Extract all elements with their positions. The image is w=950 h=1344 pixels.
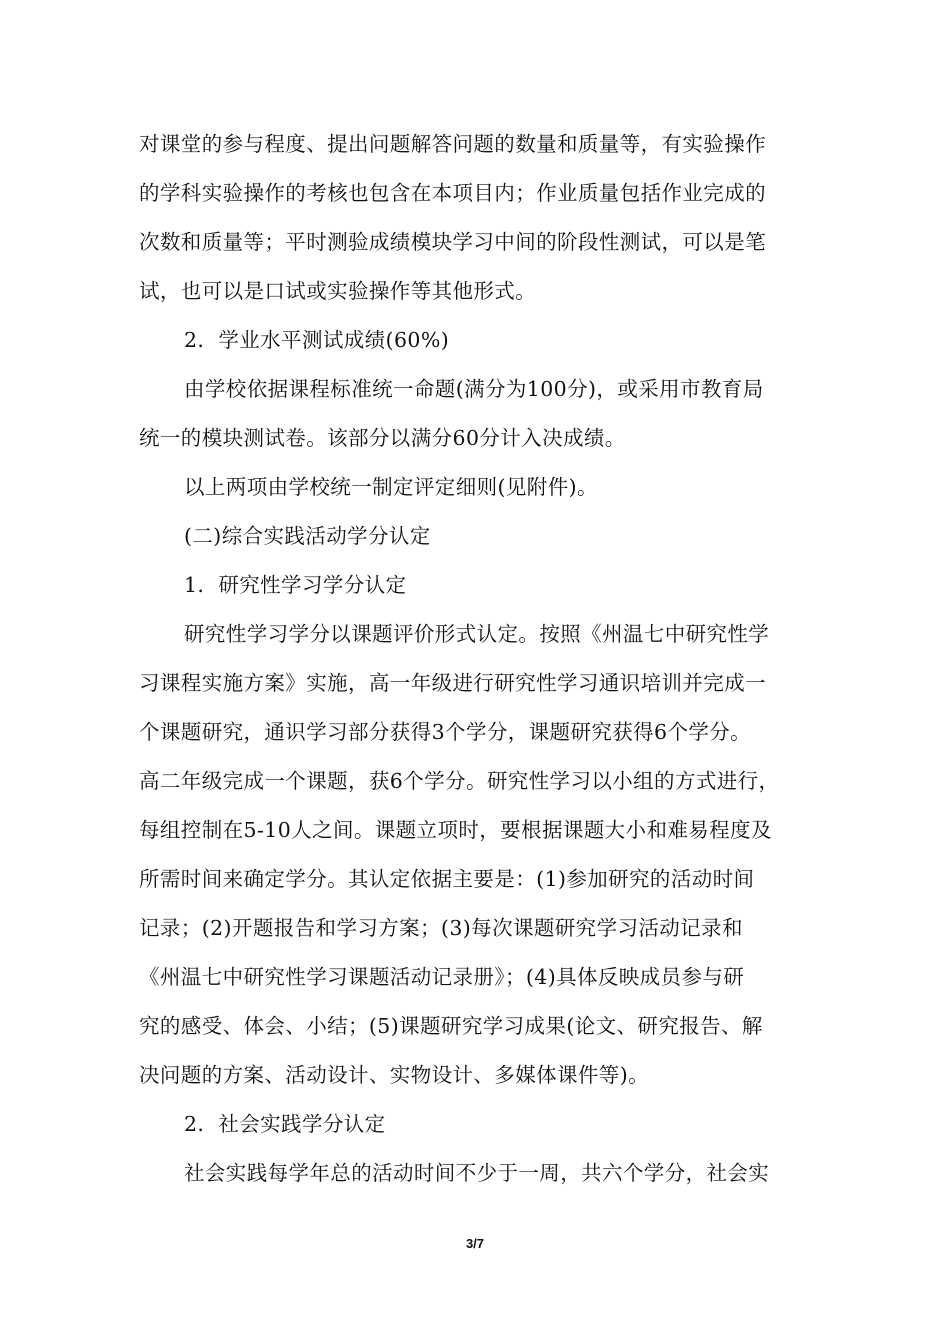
text-line: 所需时间来确定学分。其认定依据主要是：(1)参加研究的活动时间 bbox=[139, 867, 755, 891]
text-line: 每组控制在5-10人之间。课题立项时，要根据课题大小和难易程度及 bbox=[139, 818, 772, 842]
text-line: 个课题研究，通识学习部分获得3个学分，课题研究获得6个学分。 bbox=[139, 720, 752, 744]
section-heading: 2．社会实践学分认定 bbox=[184, 1112, 386, 1136]
page-number: 3/7 bbox=[465, 1236, 485, 1251]
text-line: 统一的模块测试卷。该部分以满分60分计入决成绩。 bbox=[139, 426, 626, 450]
text-line: 究的感受、体会、小结；(5)课题研究学习成果(论文、研究报告、解 bbox=[139, 1014, 763, 1038]
paragraph-first-line: 研究性学习学分以课题评价形式认定。按照《州温七中研究性学 bbox=[184, 622, 770, 646]
text-line: 记录；(2)开题报告和学习方案；(3)每次课题研究学习活动记录和 bbox=[139, 916, 743, 940]
text-line: 《州温七中研究性学习课题活动记录册》；(4)具体反映成员参与研 bbox=[139, 965, 745, 989]
text-line: 试，也可以是口试或实验操作等其他形式。 bbox=[139, 279, 537, 303]
text-line: 次数和质量等；平时测验成绩模块学习中间的阶段性测试，可以是笔 bbox=[139, 230, 766, 254]
text-line: 高二年级完成一个课题，获6个学分。研究性学习以小组的方式进行， bbox=[139, 769, 780, 793]
text-line: 习课程实施方案》实施，高一年级进行研究性学习通识培训并完成一 bbox=[139, 671, 766, 695]
section-heading: 1．研究性学习学分认定 bbox=[184, 573, 407, 597]
text-line: 对课堂的参与程度、提出问题解答问题的数量和质量等，有实验操作 bbox=[139, 132, 766, 156]
section-heading: (二)综合实践活动学分认定 bbox=[184, 524, 431, 548]
paragraph-first-line: 以上两项由学校统一制定评定细则(见附件)。 bbox=[184, 475, 598, 499]
document-body bbox=[139, 120, 829, 1198]
paragraph-first-line: 社会实践每学年总的活动时间不少于一周，共六个学分，社会实 bbox=[184, 1161, 770, 1185]
paragraph-first-line: 由学校依据课程标准统一命题(满分为100分)，或采用市教育局 bbox=[184, 377, 764, 401]
text-line: 的学科实验操作的考核也包含在本项目内；作业质量包括作业完成的 bbox=[139, 181, 766, 205]
section-heading: 2．学业水平测试成绩(60%) bbox=[184, 328, 450, 352]
text-line: 决问题的方案、活动设计、实物设计、多媒体课件等)。 bbox=[139, 1063, 649, 1087]
